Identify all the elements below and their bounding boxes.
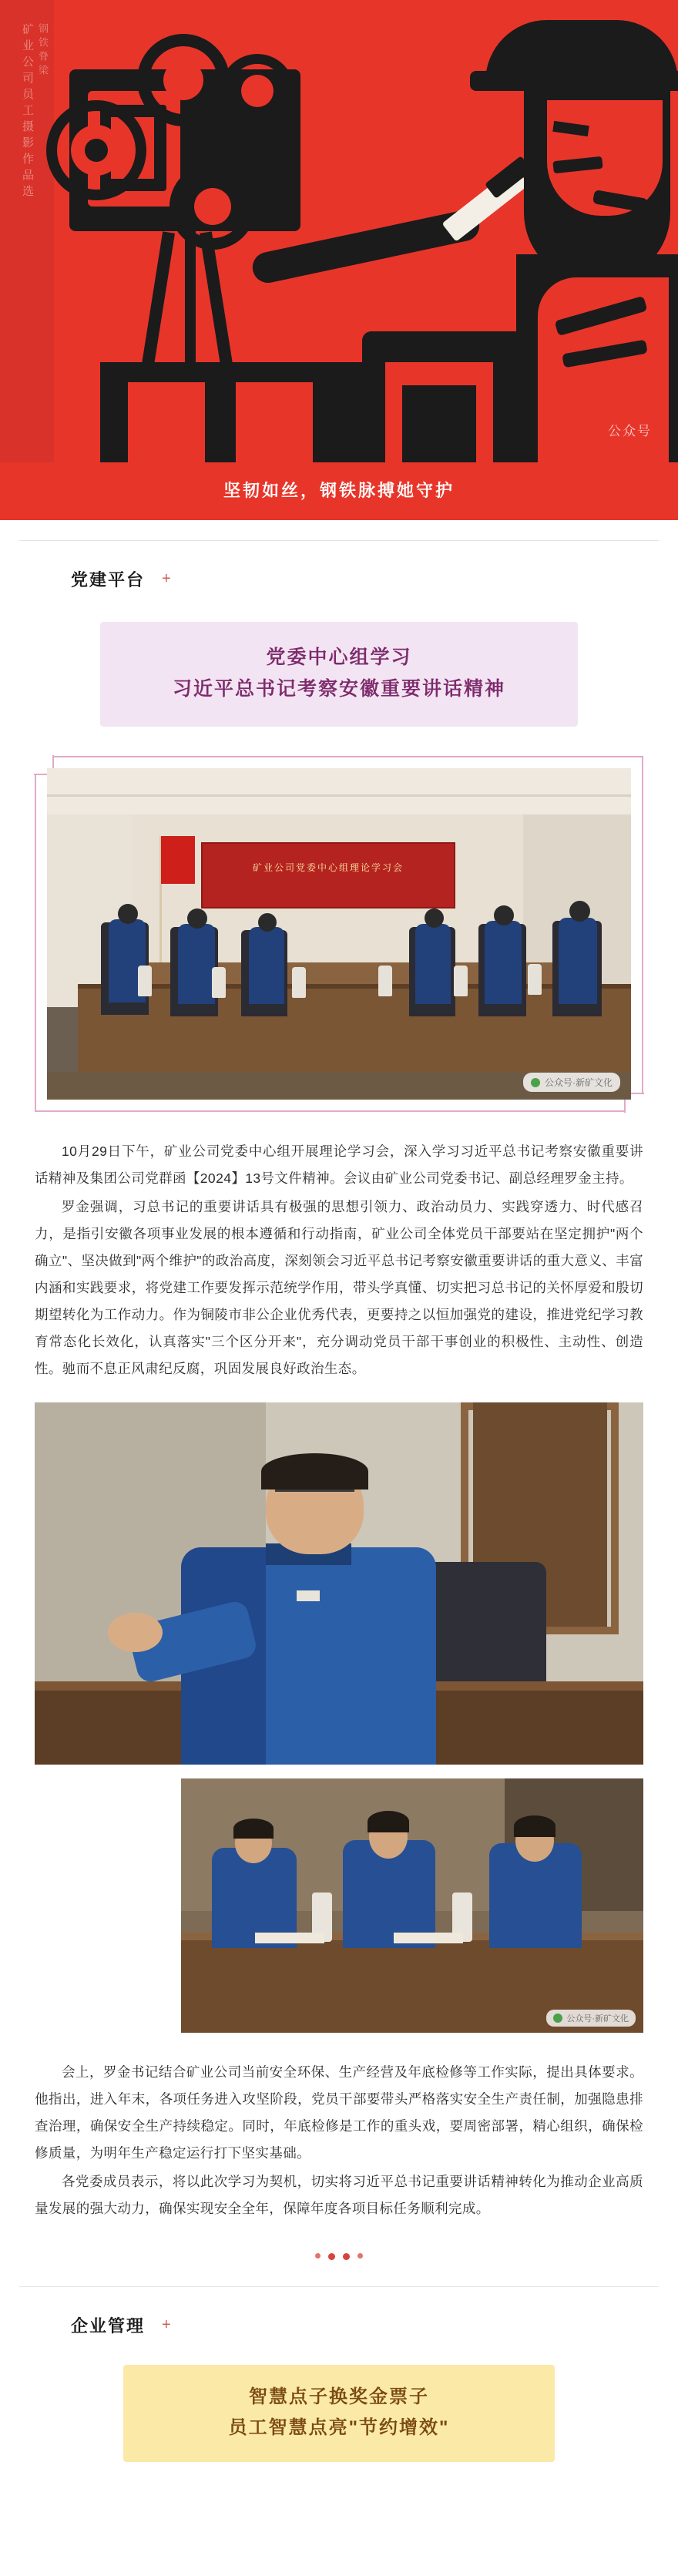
photo-credit-badge — [523, 1073, 620, 1092]
hero-caption: 坚韧如丝，钢铁脉搏她守护 — [0, 462, 678, 520]
hero-illustration — [0, 0, 678, 462]
article-title2-line1: 智慧点子换奖金票子 — [249, 2386, 429, 2407]
article-body-part1 — [35, 1138, 643, 1382]
plus-icon: + — [162, 2316, 171, 2333]
wechat-icon — [531, 1078, 540, 1087]
dot — [343, 2253, 350, 2260]
photo-speaker-wrap — [35, 1402, 643, 1765]
dot-separator — [0, 2253, 678, 2260]
bottom-spacer — [0, 2462, 678, 2508]
photo-credit-text: 公众号·新矿文化 — [545, 1077, 613, 1088]
photo-frame-meeting — [35, 756, 643, 1112]
article-title-plate — [100, 622, 578, 727]
hero-watermark: 公众号 — [608, 424, 652, 438]
paragraph: 各党委成员表示，将以此次学习为契机，切实将习近平总书记重要讲话精神转化为推动企业高质量发展的强大动力，确保实现安全全年，保障年度各项目标任务顺利完成。 — [35, 2174, 643, 2216]
article-title2-line2: 员工智慧点亮"节约增效" — [228, 2417, 450, 2438]
section-label-text: 党建平台 — [71, 570, 146, 589]
section-label-enterprise-management — [0, 2287, 678, 2342]
hero-artwork — [0, 0, 678, 462]
photo-credit-badge — [546, 2010, 636, 2027]
photo-speaker — [35, 1402, 643, 1765]
article-title-line2: 习近平总书记考察安徽重要讲话精神 — [172, 678, 505, 700]
dot — [315, 2253, 321, 2259]
article-title-line1: 党委中心组学习 — [266, 647, 412, 668]
paragraph: 会上，罗金书记结合矿业公司当前安全环保、生产经营及年底检修等工作实际，提出具体要求。他指出，进入年末，各项任务进入攻坚阶段，党员干部要带头严格落实安全生产责任制，加强隐患排查治理，确保安全生产持续稳定。同时，年底检修是工作的重头戏，要周密部署，精心组织，确保检修质量，为明年生产稳定运行打下坚实基础。 — [35, 2064, 643, 2161]
dot — [328, 2253, 335, 2260]
photo-credit-text: 公众号·新矿文化 — [566, 2014, 629, 2024]
photo-attendees-wrap — [181, 1778, 643, 2033]
section-label-text: 企业管理 — [71, 2316, 146, 2336]
photo-banner-text: 矿业公司党委中心组理论学习会 — [252, 862, 404, 873]
hero-side-subtext: 钢铁脊梁 — [37, 23, 49, 79]
paragraph: 罗金强调，习总书记的重要讲话具有极强的思想引领力、政治动员力、实践穿透力、时代感召力，是指引安徽各项事业发展的根本遵循和行动指南，矿业公司全体党员干部要站在坚定拥护"两个确立"、坚决做到"两个维护"的政治高度，深刻领会习近平总书记考察安徽重要讲话的重大意义、丰富内涵和实践要求，将党建工作要发挥示范统学作用，带头学真懂、切实把习总书记的关怀厚爱和殷切期望转化为工作动力。作为铜陵市非公企业优秀代表，更要持之以恒加强党的建设，推进党纪学习教育常态化长效化，认真落实"三个区分开来"，充分调动党员干部干事创业的积极性、主动性、创造性。驰而不息正风肃纪反腐，巩固发展良好政治生态。 — [35, 1199, 643, 1376]
section-label-party-building — [0, 541, 678, 596]
hero-scene — [54, 0, 678, 462]
wechat-icon — [553, 2013, 562, 2023]
hero-side-text: 矿业公司员工摄影作品选 — [21, 23, 34, 201]
article-body-part2 — [35, 2059, 643, 2222]
photo-meeting-room — [47, 768, 631, 1100]
photo-attendees — [181, 1778, 643, 2033]
plus-icon: + — [162, 570, 171, 587]
paragraph: 10月29日下午，矿业公司党委中心组开展理论学习会，深入学习习近平总书记考察安徽重要讲话精神及集团公司党群函【2024】13号文件精神。会议由矿业公司党委书记、副总经理罗金主持。 — [35, 1144, 643, 1186]
dot — [357, 2253, 363, 2259]
article-title-plate-2 — [123, 2365, 555, 2462]
